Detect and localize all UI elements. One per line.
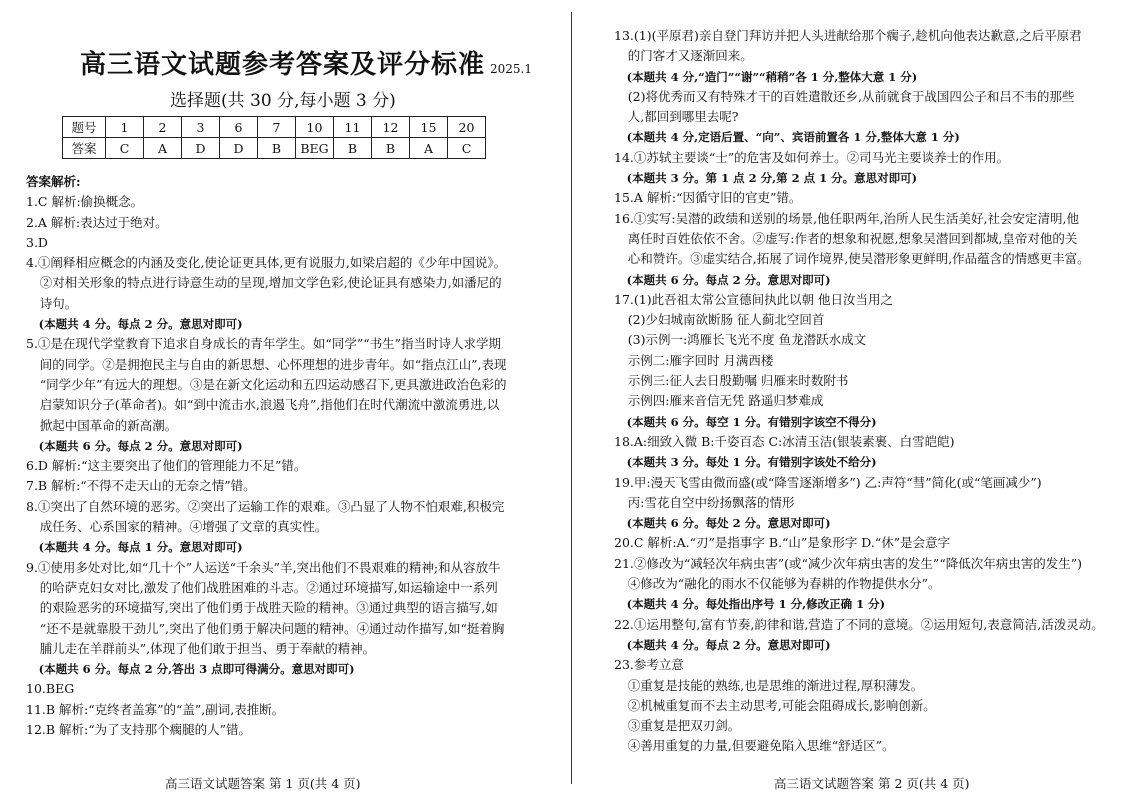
answer-line: ①重复是技能的熟练,也是思维的渐进过程,厚积薄发。 (627, 677, 924, 693)
answer-line: ④修改为“融化的雨水不仅能够为春耕的作物提供水分”。 (627, 576, 941, 592)
scoring-note: (本题共 6 分。每空 1 分。有错别字该空不得分) (626, 414, 877, 429)
answer-cell: B (334, 138, 372, 159)
answer-line: (2)少妇城南欲断肠 征人蓟北空回首 (627, 312, 825, 328)
section-subtitle: 选择题(共 30 分,每小题 3 分) (170, 91, 396, 111)
answer-line: “同学少年”有远大的理想。③是在新文化运动和五四运动感召下,更具激进政治色彩的 (39, 376, 507, 392)
answer-line: 10.BEG (26, 681, 75, 697)
scoring-note: (本题共 6 分。每点 2 分,答出 3 点即可得满分。意思对即可) (38, 662, 355, 677)
answer-line: 23.参考立意 (614, 657, 684, 673)
answer-line: 17.(1)此吾祖太常公宣德间执此以朝 他日汝当用之 (614, 291, 894, 307)
answer-line: 6.D 解析:“这主要突出了他们的管理能力不足”错。 (26, 458, 307, 474)
answer-line: ③重复是把双刃剑。 (627, 718, 741, 734)
row-label: 题号 (63, 117, 106, 138)
answer-cell: C (106, 138, 144, 159)
question-number: 6 (220, 117, 258, 138)
answer-line: 成任务、心系国家的精神。④增强了文章的真实性。 (39, 519, 328, 535)
answer-line: 20.C 解析:A.“刃”是指事字 B.“山”是象形字 D.“休”是会意字 (614, 535, 951, 551)
answer-line: 1.C 解析:偷换概念。 (26, 194, 144, 210)
answer-row (63, 138, 486, 159)
question-number: 20 (448, 117, 486, 138)
answer-line: 掀起中国革命的新高潮。 (39, 417, 178, 433)
answer-line: (2)将优秀而又有特殊才干的百姓遣散还乡,从前就食于战国四公子和吕不韦的那些 (627, 88, 1075, 104)
answer-cell: BEG (296, 138, 334, 159)
answer-cell: D (182, 138, 220, 159)
answer-cell: B (372, 138, 410, 159)
answer-line: 9.①使用多处对比,如“几十个”人运送“千余头”羊,突出他们不畏艰难的精神;和从容放牛 (26, 559, 501, 575)
scoring-note: (本题共 6 分。每点 2 分。意思对即可) (626, 272, 831, 287)
answer-cell: D (220, 138, 258, 159)
answer-line: 的艰险恶劣的环境描写,突出了他们勇于战胜天险的精神。③通过典型的语言描写,如 (39, 600, 498, 616)
answer-line: 示例二:雁字回时 月满西楼 (627, 352, 774, 368)
answer-line: 18.A:细致入微 B:千姿百态 C:冰清玉洁(银装素裹、白雪皑皑) (614, 433, 955, 449)
answer-line: 的门客才又逐渐回来。 (627, 48, 753, 64)
answer-line: 脯儿走在羊群前头”,体现了他们敢于担当、勇于奉献的精神。 (39, 640, 376, 656)
answer-line: 示例四:雁来音信无凭 路遥归梦难成 (627, 393, 824, 409)
answer-line: 诗句。 (39, 295, 78, 311)
answer-cell: A (144, 138, 182, 159)
answer-line: 人,都回到哪里去呢? (627, 109, 739, 125)
scoring-note: (本题共 4 分。每点 1 分。意思对即可) (38, 540, 243, 555)
scoring-note: (本题共 4 分。每点 2 分。意思对即可) (38, 317, 243, 332)
answer-line: ②对相关形象的特点进行诗意生动的呈现,增加文学色彩,使论证具有感染力,如潘尼的 (39, 275, 502, 291)
answer-cell: A (410, 138, 448, 159)
answer-line: 8.①突出了自然环境的恶劣。②突出了运输工作的艰难。③凸显了人物不怕艰难,积极完 (26, 498, 505, 514)
answer-line: 启蒙知识分子(革命者)。如“到中流击水,浪遏飞舟”,指他们在时代潮流中激流勇进,以 (39, 397, 500, 413)
scoring-note: (本题共 6 分。每处 2 分。意思对即可) (626, 516, 831, 531)
answer-line: 4.①阐释相应概念的内涵及变化,使论证更具体,更有说服力,如梁启超的《少年中国说》。 (26, 255, 507, 271)
scoring-note: (本题共 4 分。每处指出序号 1 分,修改正确 1 分) (626, 597, 886, 612)
question-number: 12 (372, 117, 410, 138)
answer-line: 7.B 解析:“不得不走天山的无奈之情”错。 (26, 478, 256, 494)
question-number: 1 (106, 117, 144, 138)
question-number: 15 (410, 117, 448, 138)
answer-cell: B (258, 138, 296, 159)
answer-line: 离任时百姓依依不舍。②虚写:作者的想象和祝愿,想象吴潜回到都城,皇帝对他的关 (627, 230, 1078, 246)
answer-cell: C (448, 138, 486, 159)
question-number: 7 (258, 117, 296, 138)
answer-line: 15.A 解析:“因循守旧的官吏”错。 (614, 190, 802, 206)
row-label: 答案 (63, 138, 106, 159)
scoring-note: (本题共 3 分。每处 1 分。有错别字该处不给分) (626, 455, 877, 470)
scoring-note: (本题共 4 分,“造门”“谢”“稍稍”各 1 分,整体大意 1 分) (626, 69, 918, 84)
answer-line: 19.甲:漫天飞雪由微而盛(或“降雪逐渐增多”) 乙:声符“彗”简化(或“笔画减少”) (614, 474, 1042, 490)
answer-line: 22.①运用整句,富有节奏,韵律和谐,营造了不同的意境。②运用短句,表意简洁,活泼灵动。 (614, 616, 1104, 632)
exam-date: 2025.1 (490, 62, 532, 76)
scoring-note: (本题共 4 分。每点 2 分。意思对即可) (626, 637, 831, 652)
answer-line: ②机械重复而不去主动思考,可能会阻碍成长,影响创新。 (627, 697, 936, 713)
scoring-note: (本题共 6 分。每点 2 分。意思对即可) (38, 438, 243, 453)
answer-line: ④善用重复的力量,但要避免陷入思维“舒适区”。 (627, 738, 895, 754)
answer-line: 示例三:征人去日殷勤嘱 归雁来时数附书 (627, 373, 849, 389)
page-footer-right: 高三语文试题答案 第 2 页(共 4 页) (774, 776, 970, 791)
answer-line: 14.①苏轼主要谈“士”的危害及如何养士。②司马光主要谈养士的作用。 (614, 149, 1010, 165)
answer-line: 21.②修改为“减轻次年病虫害”(或“减少次年病虫害的发生”“降低次年病虫害的发生”) (614, 555, 1082, 571)
question-number-row (63, 117, 486, 138)
scoring-note: (本题共 4 分,定语后置、“向”、宾语前置各 1 分,整体大意 1 分) (626, 130, 960, 145)
answer-table (62, 116, 486, 159)
question-number: 2 (144, 117, 182, 138)
page-title: 高三语文试题参考答案及评分标准 (80, 50, 486, 80)
question-number: 11 (334, 117, 372, 138)
answer-line: 16.①实写:吴潜的政绩和送别的场景,他任职两年,治所人民生活美好,社会安定清明,他 (614, 210, 1079, 226)
answer-line: (3)示例一:鸿雁长飞光不度 鱼龙潜跃水成文 (627, 332, 867, 348)
scoring-note: (本题共 3 分。第 1 点 2 分,第 2 点 1 分。意思对即可) (626, 171, 918, 186)
answer-line: 丙:雪花自空中纷扬飘落的情形 (627, 494, 795, 510)
left-answer-body (26, 172, 507, 740)
answer-line: 11.B 解析:“克终者盖寡”的“盖”,副词,表推断。 (26, 701, 285, 717)
right-answer-body (614, 26, 1104, 757)
answer-line: 5.①是在现代学堂教育下追求自身成长的青年学生。如“同学”“书生”指当时诗人求学期 (26, 336, 501, 352)
answer-line: 答案解析: (26, 174, 81, 189)
question-number: 10 (296, 117, 334, 138)
answer-line: 间的同学。②是拥抱民主与自由的新思想、心怀理想的进步青年。如“指点江山”,表现 (39, 356, 507, 372)
answer-line: 12.B 解析:“为了支持那个瘸腿的人”错。 (26, 722, 252, 738)
question-number: 3 (182, 117, 220, 138)
answer-line: 13.(1)(平原君)亲自登门拜访并把人头进献给那个瘸子,趁机向他表达歉意,之后平原君 (614, 28, 1082, 43)
answer-line: 3.D (26, 234, 48, 250)
column-divider (571, 12, 572, 784)
answer-line: 心和赞许。③虚实结合,拓展了词作境界,使吴潜形象更鲜明,作品蕴含的情感更丰富。 (627, 251, 1090, 267)
answer-line: 的哈萨克妇女对比,激发了他们战胜困难的斗志。②通过环境描写,如运输途中一系列 (39, 579, 498, 595)
answer-line: “还不是就靠股干劲儿”,突出了他们勇于解决问题的精神。④通过动作描写,如“挺着胸 (39, 620, 505, 636)
page-footer-left: 高三语文试题答案 第 1 页(共 4 页) (165, 776, 361, 791)
answer-line: 2.A 解析:表达过于绝对。 (26, 214, 168, 230)
